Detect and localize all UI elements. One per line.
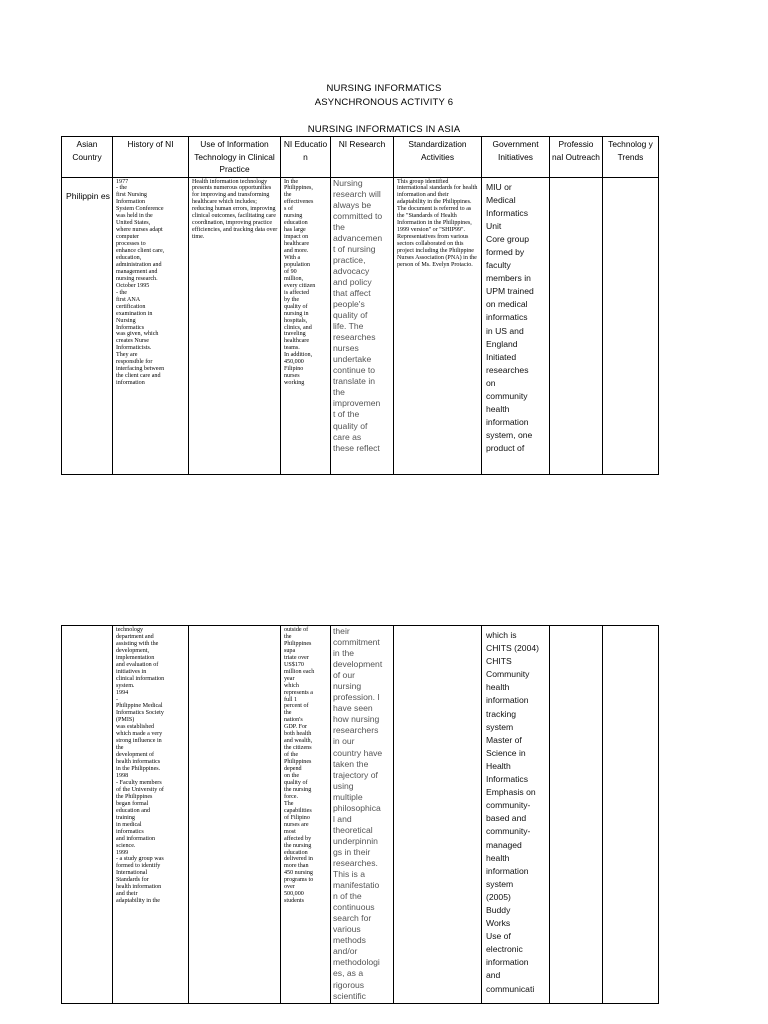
col-header-asian-country: Asian Country <box>62 137 113 178</box>
ni-asia-table-part-1 <box>61 136 659 475</box>
cell-professional-outreach <box>550 626 602 1003</box>
cell-history: 1977 - the first Nursing Information System Conference was held in the United States, where nurses adapt computer processes to enhance client care, education, administration and management and nursing research. October 1995 - the first ANA certification examination in Nursing Informatics was given, which creates Nurse Informaticists. They are responsible for interfacing between the client care and information <box>116 178 165 387</box>
cell-government: MIU or Medical Informatics Unit Core group formed by faculty members in UPM trained on medical informatics in US and England Initiated researches on community health information system, one product of <box>486 181 534 454</box>
cell-technology-trends <box>603 626 658 1003</box>
col-header-it-use: Use of Information Technology in Clinical Practice <box>189 137 281 178</box>
cell-government: which is CHITS (2004) CHITS Community health information tracking system Master of Science in Health Informatics Emphasis on community- based and community- managed health information system (2005) Buddy Works Use of electronic information and communicati <box>486 630 540 994</box>
col-header-government: Government Initiatives <box>482 137 550 178</box>
table-header-row <box>62 137 659 178</box>
cell-ni-research: their commitment in the development of our nursing profession. I have seen how nursing researchers in our country have taken the trajectory of using multiple philosophica l and theoretical underpinnin gs in their researches. This is a manifestatio n of the continuous search for various methods and/or methodologi es, as a rigorous scientific <box>333 626 383 1001</box>
cell-it-use: Health information technology presents numerous opportunities for improving and transforming healthcare which includes; reducing human errors, improving clinical outcomes, facilitating care coordination, improving practice efficiencies, and tracking data over time. <box>192 178 279 241</box>
cell-history: technology department and assisting with the development, implementation and evaluation of initiatives in clinical information system. 1994 - Philippine Medical Informatics Society (PMIS) was established which made a very strong influence in the development of health informatics in the Philippines. 1998 - Faculty members of the University of the Philippines began formal education and training in medical informatics and information science. 1999 - a study group was formed to identify International Standards for health information and their adaptability in the <box>116 627 165 905</box>
cell-ni-education: outside of the Philippines supa triate over US$170 million each year which represents a full 1 percent of the nation's GDP. For both health and wealth, the citizens of the Philippines depend on the quality of the nursing force. The capabilities of Filipino nurses are most affected by the nursing education delivered in more than 450 nursing programs to over 500,000 students <box>284 627 315 905</box>
cell-technology-trends <box>603 178 658 462</box>
col-header-professional-outreach: Professio nal Outreach <box>550 137 603 178</box>
cell-ni-education: In the Philippines, the effectivenes s of nursing education has large impact on healthcare and more. With a population of 90 million, every citizen is affected by the quality of nursing in hospitals, clinics, and traveling healthcare teams. In addition, 450,000 Filipino nurses working <box>284 178 316 387</box>
cell-it-use <box>189 626 280 1003</box>
col-header-ni-education: NI Educatio n <box>281 137 331 178</box>
table-row <box>62 626 659 1004</box>
cell-professional-outreach <box>550 178 602 462</box>
cell-standardization <box>394 626 481 1003</box>
col-header-standardization: Standardization Activities <box>394 137 482 178</box>
table-row <box>62 177 659 474</box>
col-header-history: History of NI <box>113 137 189 178</box>
ni-asia-table-part-2 <box>61 625 659 1004</box>
cell-ni-research: Nursing research will always be committed to the advancemen t of nursing practice, advocacy and policy that affect people's quality of life. The researches nurses undertake continue to translate in the improvemen t of the quality of care as these reflect <box>333 177 383 453</box>
col-header-ni-research: NI Research <box>331 137 394 178</box>
col-header-technology-trends: Technolog y Trends <box>603 137 659 178</box>
cell-standardization: This group identified international standards for health information and their adaptability in the Philippines. The document is referred to as the "Standards of Health Information in the Philippines, 1999 version" or "SHIP99". Representatives from various sectors collaborated on this project including the Philippine Nurses Association (PNA) in the person of Ms. Evelyn Protacio. <box>397 178 479 268</box>
table-title: NURSING INFORMATICS IN ASIA <box>307 124 461 135</box>
cell-country: Philippin es <box>66 190 110 201</box>
document-subtitle: ASYNCHRONOUS ACTIVITY 6 <box>314 97 454 108</box>
cell-country <box>62 626 112 1003</box>
document-title: NURSING INFORMATICS <box>326 83 442 94</box>
